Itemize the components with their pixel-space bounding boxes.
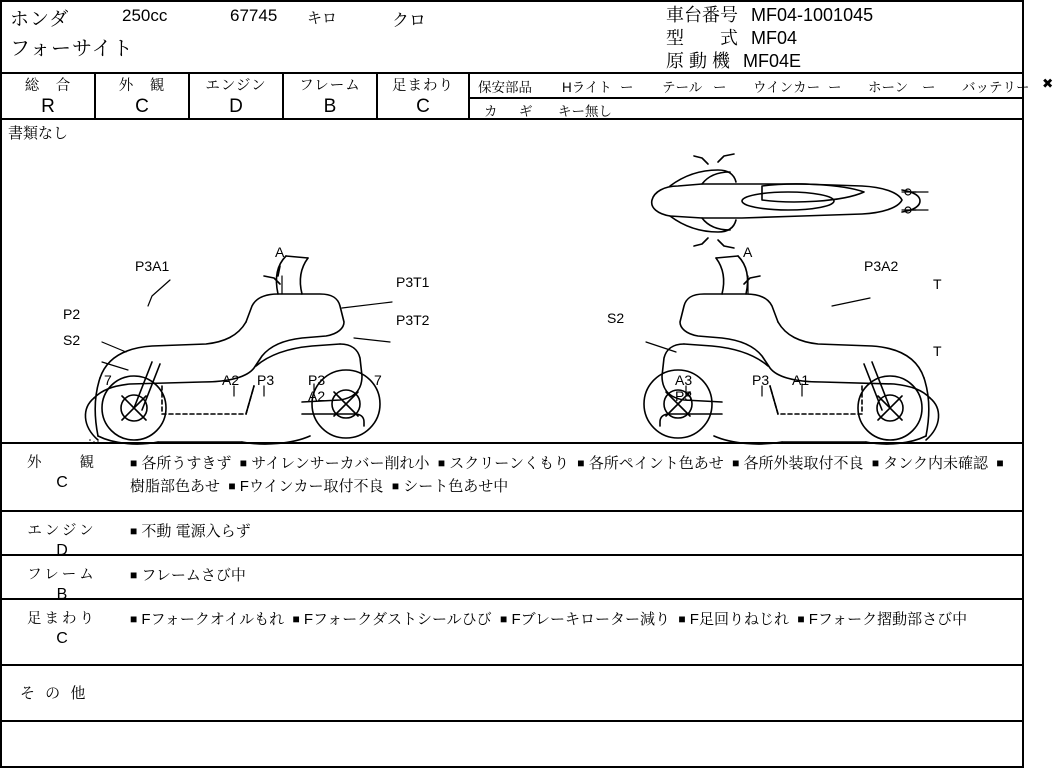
battery-label: バッテリー: [962, 80, 1030, 95]
diagram-label-p3-right1: P3: [675, 388, 693, 404]
condition-category-appearance: [2, 444, 122, 494]
vin-value: MF04-1001045: [751, 5, 874, 25]
winker-label: ウインカー: [753, 80, 821, 95]
headlight-label: Hライト: [562, 80, 612, 95]
bullet-icon: ■: [391, 479, 400, 493]
grade-frame: [284, 74, 378, 120]
bullet-icon: ■: [228, 479, 236, 493]
condition-category-frame-label: フレーム: [27, 567, 97, 583]
condition-item: 各所ペイント色あせ: [588, 455, 724, 472]
diagram-label-a-left: A: [275, 244, 285, 260]
grade-frame-label: フレーム: [299, 78, 361, 94]
diagram-label-p3-left2: P3: [308, 372, 326, 388]
diagram-label-p3t1: P3T1: [396, 274, 430, 290]
headlight-mark: ー: [620, 80, 634, 95]
condition-category-frame: [2, 556, 122, 606]
body-color: クロ: [392, 11, 426, 30]
condition-items-frame: [124, 556, 1022, 595]
taillight-label: テール: [662, 80, 703, 95]
grade-overall: [2, 74, 96, 120]
horn-mark: ー: [922, 80, 936, 95]
key-value: キー無し: [558, 104, 612, 119]
key-label: カ ギ: [484, 104, 537, 119]
condition-items-suspension: [124, 600, 1022, 639]
condition-item: 樹脂部色あせ: [130, 478, 221, 495]
grade-suspension-value: C: [416, 96, 430, 117]
grade-suspension-label: 足まわり: [392, 78, 454, 94]
header: [2, 2, 1022, 74]
grade-appearance-value: C: [135, 96, 149, 117]
key-line: [470, 99, 1022, 120]
safety-parts-title: 保安部品: [478, 80, 532, 95]
diagram-label-7-right: 7: [374, 372, 382, 388]
bullet-icon: ■: [239, 456, 248, 470]
grade-overall-value: R: [41, 96, 55, 117]
safety-parts-line: [470, 74, 1053, 99]
condition-row-appearance: [2, 444, 1022, 512]
condition-category-engine-label: エンジン: [27, 523, 97, 539]
grade-suspension: [378, 74, 470, 120]
diagram-label-p3-left1: P3: [257, 372, 275, 388]
diagram-label-p3a1: P3A1: [135, 258, 170, 274]
diagram-label-a2-lower: A2: [308, 388, 326, 404]
condition-item: Fウインカー取付不良: [239, 478, 384, 495]
bullet-icon: ■: [437, 456, 446, 470]
vin-row: [666, 4, 873, 27]
winker-mark: ー: [828, 80, 842, 95]
diagram-label-a2: A2: [222, 372, 240, 388]
diagram-label-p2: P2: [63, 306, 81, 322]
bullet-icon: ■: [678, 612, 686, 626]
diagram-label-a1: A1: [792, 372, 810, 388]
condition-category-suspension: [2, 600, 122, 650]
bullet-icon: ■: [292, 612, 300, 626]
grade-row: [2, 74, 1053, 120]
bullet-icon: ■: [130, 568, 138, 582]
condition-item: サイレンサーカバー削れ小: [251, 455, 430, 472]
condition-category-frame-grade: B: [56, 586, 68, 603]
safety-parts-block: [470, 74, 1053, 120]
condition-items-appearance: [124, 444, 1022, 506]
engine-value: MF04E: [743, 51, 802, 71]
type-value: MF04: [751, 28, 798, 48]
maker-name: ホンダ: [10, 9, 70, 30]
condition-item: 各所うすきず: [141, 455, 232, 472]
condition-category-suspension-grade: C: [56, 630, 68, 647]
diagram-label-p3a2: P3A2: [864, 258, 899, 274]
condition-item: F足回りねじれ: [689, 611, 789, 628]
vin-label: 車台番号: [666, 5, 738, 25]
diagram-label-7-left: 7: [104, 372, 112, 388]
condition-category-suspension-label: 足まわり: [27, 611, 97, 627]
blank-footer: [2, 722, 1022, 778]
type-row: [666, 27, 873, 50]
condition-item: Fフォーク摺動部さび中: [808, 611, 968, 628]
vehicle-identity-block: [666, 4, 873, 73]
type-label: 型 式: [666, 28, 738, 48]
grade-overall-label: 総 合: [24, 78, 72, 94]
bullet-icon: ■: [130, 612, 138, 626]
documents-note: 書類なし: [8, 125, 69, 142]
bullet-icon: ■: [130, 524, 138, 538]
odometer-value: 67745: [230, 6, 278, 25]
bullet-icon: ■: [732, 456, 740, 470]
condition-item: 不動 電源入らず: [141, 523, 251, 540]
diagram-label-s2-right: S2: [607, 310, 625, 326]
model-name: フォーサイト: [10, 38, 134, 60]
diagram-label-a-right: A: [743, 244, 753, 260]
condition-items-engine: [124, 512, 1022, 551]
other-label: そ の 他: [20, 685, 89, 702]
battery-mark: ✖: [1042, 76, 1053, 91]
bullet-icon: ■: [996, 456, 1004, 470]
grade-appearance: [96, 74, 190, 120]
condition-category-engine: [2, 512, 122, 562]
diagram-label-s2-left: S2: [63, 332, 81, 348]
condition-item: Fブレーキローター減り: [511, 611, 671, 628]
condition-category-engine-grade: D: [56, 542, 68, 559]
grade-engine-label: エンジン: [205, 78, 267, 94]
engine-row: [666, 50, 873, 73]
grade-frame-value: B: [323, 96, 337, 117]
damage-diagram: [2, 146, 1022, 444]
diagram-label-p3-right2: P3: [752, 372, 770, 388]
bullet-icon: ■: [500, 612, 508, 626]
diagram-label-top-t1: T: [933, 276, 942, 292]
condition-row-suspension: [2, 600, 1022, 666]
diagram-label-p3t2: P3T2: [396, 312, 430, 328]
grade-engine-value: D: [229, 96, 243, 117]
condition-item: シート色あせ中: [403, 478, 509, 495]
horn-label: ホーン: [868, 80, 909, 95]
diagram-label-a3: A3: [675, 372, 693, 388]
condition-item: スクリーンくもり: [449, 455, 569, 472]
condition-category-appearance-label: 外 観: [27, 455, 97, 471]
grade-engine: [190, 74, 284, 120]
condition-category-appearance-grade: C: [56, 474, 68, 491]
bullet-icon: ■: [130, 456, 138, 470]
condition-row-frame: [2, 556, 1022, 603]
engine-label: 原 動 機: [666, 51, 731, 71]
condition-item: Fフォークダストシールひび: [303, 611, 492, 628]
condition-row-engine: [2, 512, 1022, 559]
condition-item: フレームさび中: [141, 567, 246, 584]
bullet-icon: ■: [577, 456, 585, 470]
taillight-mark: ー: [713, 80, 727, 95]
odometer-unit: キロ: [307, 10, 338, 27]
condition-item: タンク内未確認: [883, 455, 988, 472]
condition-item: Fフォークオイルもれ: [141, 611, 285, 628]
bullet-icon: ■: [871, 456, 880, 470]
bullet-icon: ■: [797, 612, 805, 626]
condition-item: 各所外装取付不良: [743, 455, 864, 472]
diagram-svg: [2, 146, 1022, 442]
displacement: 250cc: [122, 6, 168, 25]
other-section: [2, 666, 1022, 722]
grade-appearance-label: 外 観: [118, 78, 166, 94]
diagram-label-top-t2: T: [933, 343, 942, 359]
